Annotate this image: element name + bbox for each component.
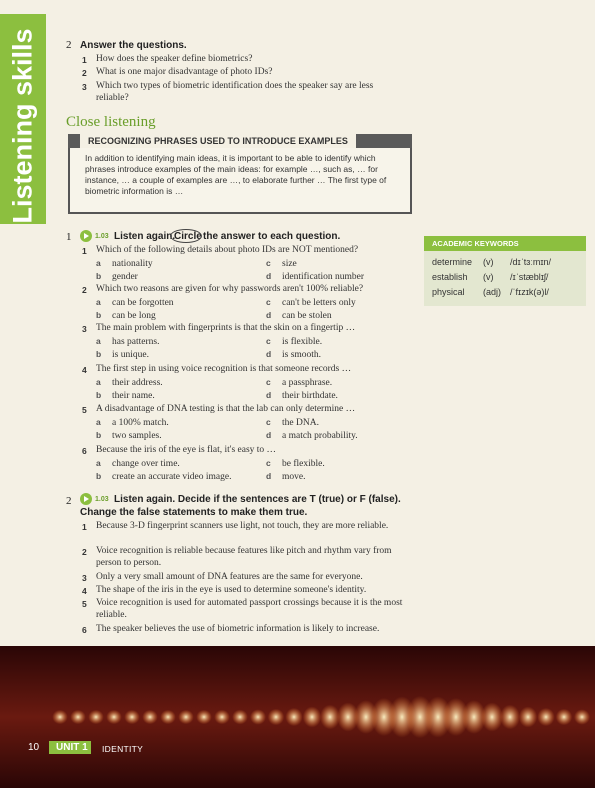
question-number: 1: [82, 55, 87, 65]
answer-option[interactable]: [266, 458, 325, 469]
option-letter: a: [96, 377, 101, 387]
option-letter: c: [266, 458, 271, 468]
waveform-glow: [481, 702, 503, 731]
keyword-ipa: /ˈfɪzɪk(ə)l/: [510, 287, 549, 297]
page-number: 10: [28, 742, 40, 753]
statement-text: Voice recognition is used for automated passport crossings because it is the most reliable.: [96, 598, 403, 620]
audio-icon[interactable]: [80, 230, 92, 242]
option-text: has patterns.: [112, 337, 160, 347]
statement-number: 2: [82, 547, 87, 557]
option-text: change over time.: [112, 459, 180, 469]
option-letter: a: [96, 458, 101, 468]
waveform-glow: [196, 710, 212, 724]
statement-number: 3: [82, 573, 87, 583]
unit-name: IDENTITY: [102, 744, 144, 754]
option-letter: c: [266, 297, 271, 307]
answer-option[interactable]: [96, 336, 160, 347]
statement-text: The shape of the iris in the eye is used to determine someone's identity.: [96, 585, 367, 595]
answer-option[interactable]: [266, 377, 332, 388]
question-text: How does the speaker define biometrics?: [96, 54, 253, 64]
option-text: can be long: [112, 311, 156, 321]
exercise-heading: Answer the questions.: [80, 40, 187, 51]
answer-option[interactable]: [266, 297, 356, 308]
keyword-pos: (adj): [483, 287, 502, 297]
waveform-glow: [268, 709, 285, 726]
waveform-glow: [537, 708, 554, 726]
question-text: What is one major disadvantage of photo IDs?: [96, 67, 273, 77]
exercise-heading-circle: Circle: [174, 231, 202, 242]
option-letter: a: [96, 297, 101, 307]
option-text: a 100% match.: [112, 418, 169, 428]
question-text: Because the iris of the eye is flat, it's easy to …: [96, 445, 277, 455]
question-number: 5: [82, 405, 87, 415]
waveform-glow: [519, 706, 537, 727]
option-text: a match probability.: [282, 431, 358, 441]
option-text: identification number: [282, 272, 365, 282]
keyword-pos: (v): [483, 272, 494, 282]
exercise-number: 2: [66, 39, 72, 51]
exercise-heading-post: the answer to each question.: [203, 231, 341, 242]
answer-option[interactable]: [266, 349, 321, 360]
option-letter: b: [96, 390, 102, 400]
statement-number: 5: [82, 599, 87, 609]
option-letter: b: [96, 471, 102, 481]
question-number: 2: [82, 285, 87, 295]
waveform-glow: [88, 710, 104, 724]
question-number: 3: [82, 82, 87, 92]
question-number: 6: [82, 446, 87, 456]
option-letter: c: [266, 258, 271, 268]
soundwave-graphic: [0, 646, 595, 788]
option-text: is flexible.: [282, 337, 323, 347]
close-listening-title: Close listening: [66, 114, 156, 130]
option-letter: b: [96, 310, 102, 320]
answer-option[interactable]: [96, 390, 155, 401]
waveform-glow: [160, 710, 176, 724]
answer-option[interactable]: [266, 430, 358, 441]
option-letter: d: [266, 271, 272, 281]
option-letter: d: [266, 430, 272, 440]
exercise-heading: Listen again. Decide if the sentences are T (true) or F (false).: [114, 494, 401, 505]
option-text: the DNA.: [282, 418, 319, 428]
statement-text: Because 3-D fingerprint scanners use light, not touch, they are more reliable.: [96, 521, 389, 531]
question-number: 2: [82, 68, 87, 78]
option-letter: a: [96, 417, 101, 427]
waveform-glow: [574, 709, 590, 724]
keyword-ipa: /ɪˈstæblɪʃ/: [510, 272, 549, 282]
option-text: gender: [112, 272, 138, 282]
track-number: 1.03: [95, 233, 109, 240]
option-letter: a: [96, 336, 101, 346]
tip-box-heading: RECOGNIZING PHRASES USED TO INTRODUCE EXAMPLES: [80, 134, 356, 148]
option-text: create an accurate video image.: [112, 472, 232, 482]
option-letter: d: [266, 310, 272, 320]
track-number: 1.03: [95, 496, 109, 503]
option-letter: d: [266, 471, 272, 481]
tip-box-text: In addition to identifying main ideas, it is important to be able to identify which phrases introduce examples of the main ideas: for example …, such as, … for instance, … a couple of examples are …, to elaborate further … The first type of biometric information is …: [85, 153, 387, 196]
waveform-glow: [303, 706, 321, 727]
answer-option[interactable]: [266, 336, 322, 347]
option-text: is unique.: [112, 350, 149, 360]
option-text: their birthdate.: [282, 391, 338, 401]
statement-text: Voice recognition is reliable because features like pitch and rhythm vary from person to person.: [96, 546, 392, 568]
exercise-heading-line2: Change the false statements to make them true.: [80, 507, 308, 518]
audio-icon[interactable]: [80, 493, 92, 505]
waveform-glow: [556, 709, 573, 726]
keywords-heading: ACADEMIC KEYWORDS: [432, 239, 519, 248]
waveform-glow: [285, 708, 302, 726]
option-letter: a: [96, 258, 101, 268]
option-letter: b: [96, 271, 102, 281]
waveform-glow: [124, 710, 140, 724]
section-title: Listening skills: [7, 28, 38, 224]
waveform-glow: [52, 710, 68, 724]
option-letter: d: [266, 390, 272, 400]
keyword-word: determine: [432, 257, 473, 267]
section-sidebar: [0, 14, 46, 224]
question-text: Which two types of biometric identification does the speaker say are less reliable?: [96, 81, 374, 103]
answer-option[interactable]: [266, 271, 364, 282]
answer-option[interactable]: [266, 310, 332, 321]
circle-mark: [170, 229, 202, 243]
keyword-ipa: /dɪˈtɜːmɪn/: [510, 257, 552, 267]
option-text: is smooth.: [282, 350, 322, 360]
question-text: The first step in using voice recognition is that someone records …: [96, 364, 352, 374]
statement-text: The speaker believes the use of biometric information is likely to increase.: [96, 624, 380, 634]
question-number: 3: [82, 324, 87, 334]
option-text: can't be letters only: [282, 298, 356, 308]
answer-option[interactable]: [266, 417, 319, 428]
question-number: 1: [82, 246, 87, 256]
answer-option[interactable]: [96, 377, 163, 388]
answer-option[interactable]: [96, 310, 156, 321]
answer-option[interactable]: [96, 297, 174, 308]
answer-option[interactable]: [96, 471, 231, 482]
answer-option[interactable]: [96, 458, 180, 469]
waveform-glow: [500, 705, 520, 730]
option-text: their name.: [112, 391, 155, 401]
waveform-glow: [320, 705, 340, 730]
answer-option[interactable]: [96, 271, 138, 282]
answer-option[interactable]: [96, 417, 169, 428]
statement-number: 1: [82, 522, 87, 532]
option-letter: b: [96, 430, 102, 440]
soundwave-image: [0, 646, 595, 788]
keyword-word: physical: [432, 287, 465, 297]
waveform-glow: [106, 710, 122, 724]
answer-option[interactable]: [266, 390, 338, 401]
keyword-word: establish: [432, 272, 468, 282]
statement-text: Only a very small amount of DNA features are the same for everyone.: [96, 572, 363, 582]
answer-option[interactable]: [96, 349, 149, 360]
question-text: The main problem with fingerprints is that the skin on a fingertip …: [96, 323, 356, 333]
option-text: two samples.: [112, 431, 162, 441]
waveform-glow: [70, 710, 86, 724]
answer-option[interactable]: [266, 471, 305, 482]
option-text: move.: [282, 472, 306, 482]
waveform-glow: [214, 710, 230, 725]
question-number: 4: [82, 365, 87, 375]
option-text: a passphrase.: [282, 378, 333, 388]
option-text: can be stolen: [282, 311, 332, 321]
exercise-heading-pre: Listen again.: [114, 231, 176, 242]
keyword-pos: (v): [483, 257, 494, 267]
statement-number: 6: [82, 625, 87, 635]
answer-option[interactable]: [96, 430, 162, 441]
waveform-glow: [178, 710, 194, 724]
option-letter: c: [266, 336, 271, 346]
option-letter: c: [266, 377, 271, 387]
waveform-glow: [142, 710, 158, 724]
answer-option[interactable]: [96, 258, 153, 269]
option-text: be flexible.: [282, 459, 325, 469]
waveform-glow: [250, 709, 266, 724]
unit-label: UNIT 1: [56, 742, 88, 753]
exercise-number: 2: [66, 495, 72, 507]
answer-option[interactable]: [266, 258, 297, 269]
option-letter: b: [96, 349, 102, 359]
option-letter: d: [266, 349, 272, 359]
question-text: Which of the following details about photo IDs are NOT mentioned?: [96, 245, 359, 255]
option-text: can be forgotten: [112, 298, 174, 308]
statement-number: 4: [82, 586, 87, 596]
exercise-number: 1: [66, 231, 72, 243]
option-letter: c: [266, 417, 271, 427]
question-text: Which two reasons are given for why passwords aren't 100% reliable?: [96, 284, 364, 294]
question-text: A disadvantage of DNA testing is that the lab can only determine …: [96, 404, 356, 414]
waveform-glow: [232, 710, 248, 725]
option-text: their address.: [112, 378, 163, 388]
option-text: nationality: [112, 259, 153, 269]
option-text: size: [282, 259, 297, 269]
